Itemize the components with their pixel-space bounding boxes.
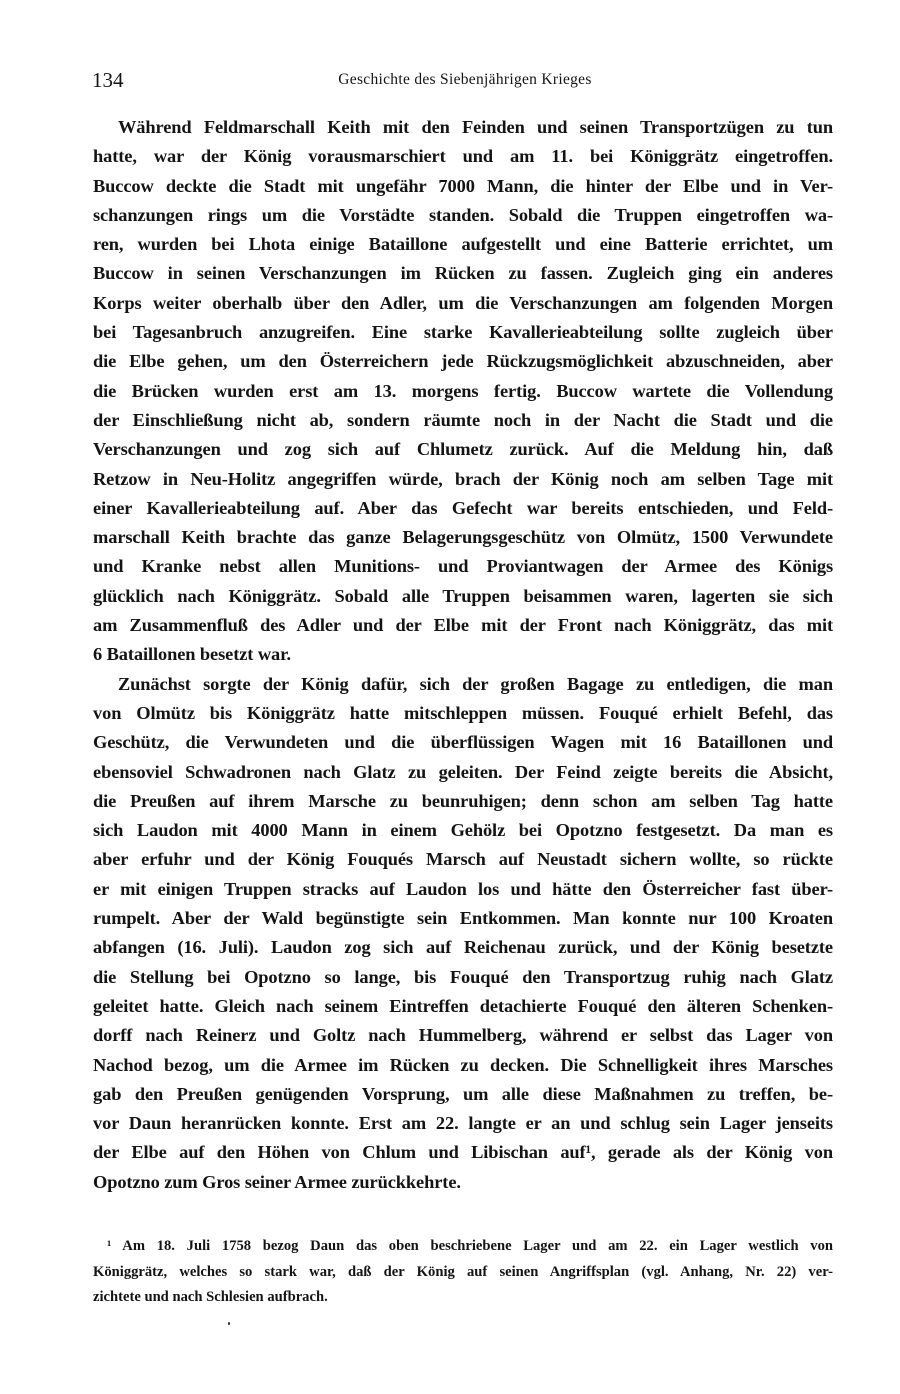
text-line: geleitet hatte. Gleich nach seinem Eintreffen detachierte Fouqué den älteren Schenken-: [93, 995, 833, 1016]
paragraph-1: [93, 113, 833, 670]
text-line: der Elbe auf den Höhen von Chlum und Libischan auf¹, gerade als der König von: [93, 1142, 833, 1163]
page-number: 134: [92, 68, 124, 92]
text-line: Nachod bezog, um die Armee im Rücken zu decken. Die Schnelligkeit ihres Marsches: [93, 1054, 833, 1075]
text-line: die Elbe gehen, um den Österreichern jede Rückzugsmöglichkeit abzuschneiden, aber: [93, 351, 833, 372]
text-line: bei Tagesanbruch anzugreifen. Eine starke Kavallerieabteilung sollte zugleich über: [93, 322, 833, 343]
footnote-line: ¹ Am 18. Juli 1758 bezog Daun das oben beschriebene Lager und am 22. ein Lager westlich von: [107, 1238, 833, 1254]
text-line: gab den Preußen genügenden Vorsprung, um alle diese Maßnahmen zu treffen, be-: [93, 1083, 833, 1104]
text-line: Opotzno zum Gros seiner Armee zurückkehrte.: [93, 1171, 461, 1192]
text-line: dorff nach Reinerz und Goltz nach Hummelberg, während er selbst das Lager von: [93, 1025, 833, 1046]
text-line: und Kranke nebst allen Munitions- und Proviantwagen der Armee des Königs: [93, 556, 833, 577]
scan-speck: [228, 1322, 230, 1325]
text-line: rumpelt. Aber der Wald begünstigte sein Entkommen. Man konnte nur 100 Kroaten: [93, 908, 833, 929]
text-line: Während Feldmarschall Keith mit den Feinden und seinen Transportzügen zu tun: [118, 117, 833, 137]
text-line: marschall Keith brachte das ganze Belagerungsgeschütz von Olmütz, 1500 Verwundete: [93, 527, 833, 548]
text-line: der Einschließung nicht ab, sondern räumte noch in der Nacht die Stadt und die: [93, 409, 833, 430]
paragraph-2: [93, 670, 833, 1197]
text-line: glücklich nach Königgrätz. Sobald alle Truppen beisammen waren, lagerten sie sich: [93, 585, 833, 606]
text-line: Geschütz, die Verwundeten und die überflüssigen Wagen mit 16 Bataillonen und: [93, 732, 833, 753]
footnote: [93, 1234, 833, 1311]
body-text: [93, 113, 833, 1197]
text-line: sich Laudon mit 4000 Mann in einem Gehölz bei Opotzno festgesetzt. Da man es: [93, 820, 833, 841]
text-line: 6 Bataillonen besetzt war.: [93, 644, 291, 665]
footnote-line: Königgrätz, welches so stark war, daß der König auf seinen Angriffsplan (vgl. Anhang, Nr. 22) ver-: [93, 1263, 833, 1280]
text-line: Verschanzungen und zog sich auf Chlumetz zurück. Auf die Meldung hin, daß: [93, 439, 833, 460]
running-head: Geschichte des Siebenjährigen Krieges: [338, 71, 592, 88]
text-line: die Preußen auf ihrem Marsche zu beunruhigen; denn schon am selben Tag hatte: [93, 790, 833, 811]
text-line: hatte, war der König vorausmarschiert und am 11. bei Königgrätz eingetroffen.: [93, 146, 833, 167]
text-line: ebensoviel Schwadronen nach Glatz zu geleiten. Der Feind zeigte bereits die Absicht,: [93, 761, 833, 782]
text-line: Buccow in seinen Verschanzungen im Rücken zu fassen. Zugleich ging ein anderes: [93, 263, 833, 284]
text-line: abfangen (16. Juli). Laudon zog sich auf Reichenau zurück, und der König besetzte: [93, 937, 833, 958]
text-line: ren, wurden bei Lhota einige Bataillone aufgestellt und eine Batterie errichtet, um: [93, 234, 833, 255]
text-line: aber erfuhr und der König Fouqués Marsch auf Neustadt sichern wollte, so rückte: [93, 849, 833, 870]
text-line: vor Daun heranrücken konnte. Erst am 22. langte er an und schlug sein Lager jenseits: [93, 1113, 833, 1134]
text-line: einer Kavallerieabteilung auf. Aber das Gefecht war bereits entschieden, und Feld-: [93, 497, 833, 518]
text-line: Buccow deckte die Stadt mit ungefähr 7000 Mann, die hinter der Elbe und in Ver-: [93, 175, 833, 196]
text-line: Zunächst sorgte der König dafür, sich der großen Bagage zu entledigen, die man: [118, 673, 833, 694]
footnote-line: zichtete und nach Schlesien aufbrach.: [93, 1289, 328, 1305]
text-line: die Brücken wurden erst am 13. morgens fertig. Buccow wartete die Vollendung: [93, 380, 833, 401]
text-line: Retzow in Neu-Holitz angegriffen würde, brach der König noch am selben Tage mit: [93, 468, 833, 489]
text-line: von Olmütz bis Königgrätz hatte mitschleppen müssen. Fouqué erhielt Befehl, das: [93, 702, 833, 723]
text-line: die Stellung bei Opotzno so lange, bis Fouqué den Transportzug ruhig nach Glatz: [93, 966, 833, 987]
text-line: Korps weiter oberhalb über den Adler, um die Verschanzungen am folgenden Morgen: [93, 292, 833, 313]
text-line: am Zusammenfluß des Adler und der Elbe mit der Front nach Königgrätz, das mit: [93, 615, 833, 636]
text-line: er mit einigen Truppen stracks auf Laudon los und hätte den Österreicher fast über-: [93, 878, 833, 899]
text-line: schanzungen rings um die Vorstädte standen. Sobald die Truppen eingetroffen wa-: [93, 204, 833, 225]
